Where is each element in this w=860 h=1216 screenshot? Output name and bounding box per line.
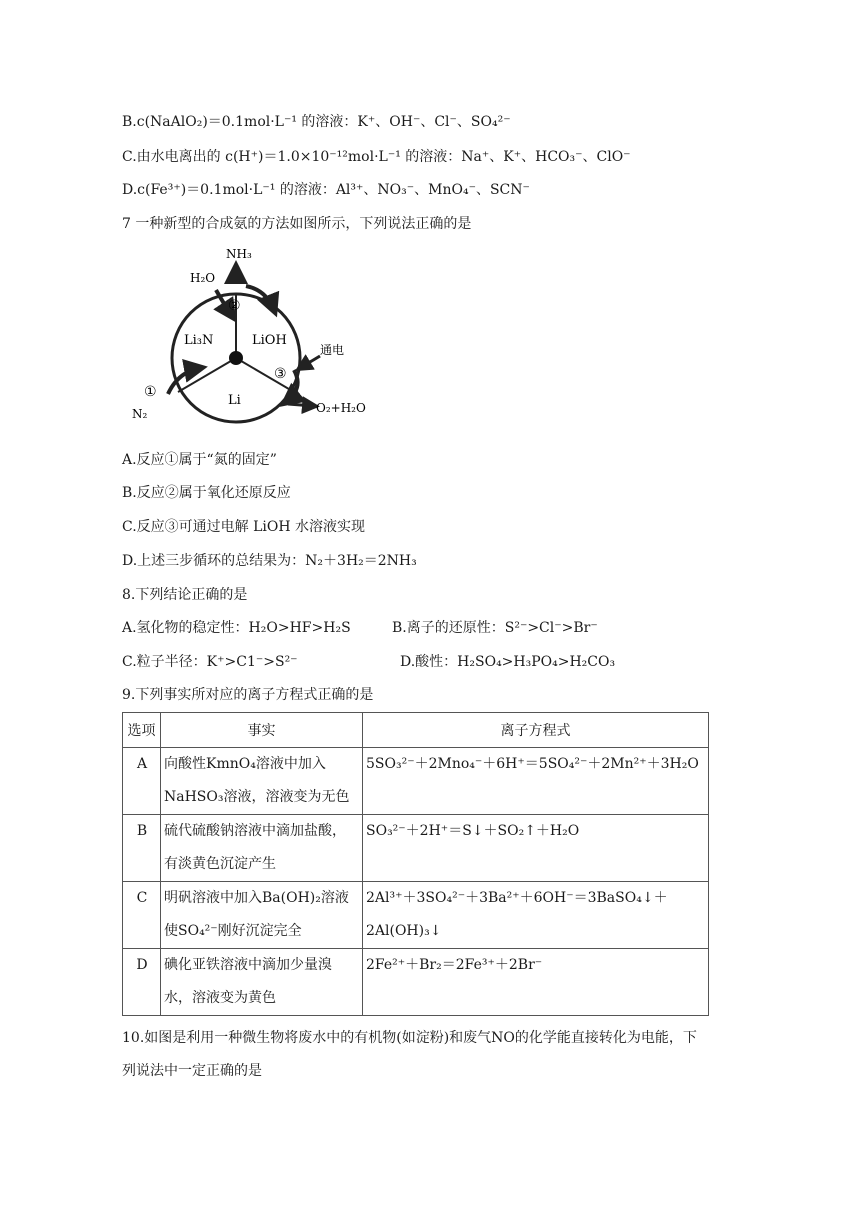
q7-option-c: C.反应③可通过电解 LiOH 水溶液实现 <box>122 519 366 535</box>
q6-option-b: B.c(NaAlO₂)＝0.1mol·L⁻¹ 的溶液：K⁺、OH⁻、Cl⁻、SO₄²⁻ <box>122 114 511 130</box>
arrow-electrify <box>300 356 320 368</box>
header-fact: 事实 <box>161 713 363 748</box>
header-equation: 离子方程式 <box>363 713 709 748</box>
row-equation: 2Fe²⁺＋Br₂＝2Fe³⁺＋2Br⁻ <box>363 949 709 1016</box>
table-header-row <box>123 713 709 748</box>
label-n2: N₂ <box>132 407 148 421</box>
row-option: C <box>123 882 161 949</box>
table-row <box>123 815 709 882</box>
q9-stem: 9.下列事实所对应的离子方程式正确的是 <box>122 687 374 703</box>
table-row <box>123 949 709 1016</box>
row-fact: 向酸性KmnO₄溶液中加入 NaHSO₃溶液，溶液变为无色 <box>161 748 363 815</box>
q7-option-b: B.反应②属于氧化还原反应 <box>122 485 291 501</box>
q6-option-c: C.由水电离出的 c(H⁺)＝1.0×10⁻¹²mol·L⁻¹ 的溶液：Na⁺、K⁺、HCO₃⁻、ClO⁻ <box>122 149 631 165</box>
table-row <box>123 748 709 815</box>
label-li: Li <box>228 393 241 408</box>
row-equation: SO₃²⁻＋2H⁺＝S↓＋SO₂↑＋H₂O <box>363 815 709 882</box>
q6-option-d: D.c(Fe³⁺)＝0.1mol·L⁻¹ 的溶液：Al³⁺、NO₃⁻、MnO₄⁻、SCN⁻ <box>122 182 530 198</box>
label-nh3: NH₃ <box>226 247 252 261</box>
center-dot <box>229 351 243 365</box>
row-fact: 硫代硫酸钠溶液中滴加盐酸， 有淡黄色沉淀产生 <box>161 815 363 882</box>
divider-left <box>178 358 236 392</box>
label-li3n: Li₃N <box>184 333 214 348</box>
row-option: D <box>123 949 161 1016</box>
arrow-products <box>288 404 314 406</box>
q7-option-a: A.反应①属于“氮的固定” <box>122 452 277 468</box>
row-option: B <box>123 815 161 882</box>
label-step-3: ③ <box>274 366 287 382</box>
q8-stem: 8.下列结论正确的是 <box>122 587 248 603</box>
row-equation: 5SO₃²⁻＋2Mno₄⁻＋6H⁺＝5SO₄²⁻＋2Mn²⁺＋3H₂O <box>363 748 709 815</box>
label-step-1: ① <box>144 384 157 400</box>
q10-stem-line-1: 10.如图是利用一种微生物将废水中的有机物(如淀粉)和废气NO的化学能直接转化为电能，下 <box>122 1030 697 1046</box>
label-electrify: 通电 <box>320 343 345 357</box>
row-option: A <box>123 748 161 815</box>
row-fact: 明矾溶液中加入Ba(OH)₂溶液 使SO₄²⁻刚好沉淀完全 <box>161 882 363 949</box>
q7-stem: 7 一种新型的合成氨的方法如图所示，下列说法正确的是 <box>122 216 472 232</box>
label-products: O₂+H₂O <box>316 401 366 415</box>
row-equation: 2Al³⁺＋3SO₄²⁻＋3Ba²⁺＋6OH⁻＝3BaSO₄↓＋ 2Al(OH)₃↓ <box>363 882 709 949</box>
label-step-2: ② <box>228 298 241 314</box>
table-row <box>123 882 709 949</box>
row-fact: 碘化亚铁溶液中滴加少量溴 水，溶液变为黄色 <box>161 949 363 1016</box>
q8-option-c: C.粒子半径：K⁺>C1⁻>S²⁻ <box>122 654 298 670</box>
q8-option-a: A.氢化物的稳定性：H₂O>HF>H₂S <box>122 620 351 636</box>
q10-stem-line-2: 列说法中一定正确的是 <box>122 1063 262 1079</box>
q8-option-d: D.酸性：H₂SO₄>H₃PO₄>H₂CO₃ <box>400 654 616 670</box>
ammonia-cycle-diagram <box>128 244 366 422</box>
label-h2o: H₂O <box>190 271 216 285</box>
q8-option-b: B.离子的还原性：S²⁻>Cl⁻>Br⁻ <box>392 620 598 636</box>
q9-table <box>122 712 709 1016</box>
q7-option-d: D.上述三步循环的总结果为：N₂＋3H₂＝2NH₃ <box>122 553 417 569</box>
label-lioh: LiOH <box>252 333 287 348</box>
header-option: 选项 <box>123 713 161 748</box>
